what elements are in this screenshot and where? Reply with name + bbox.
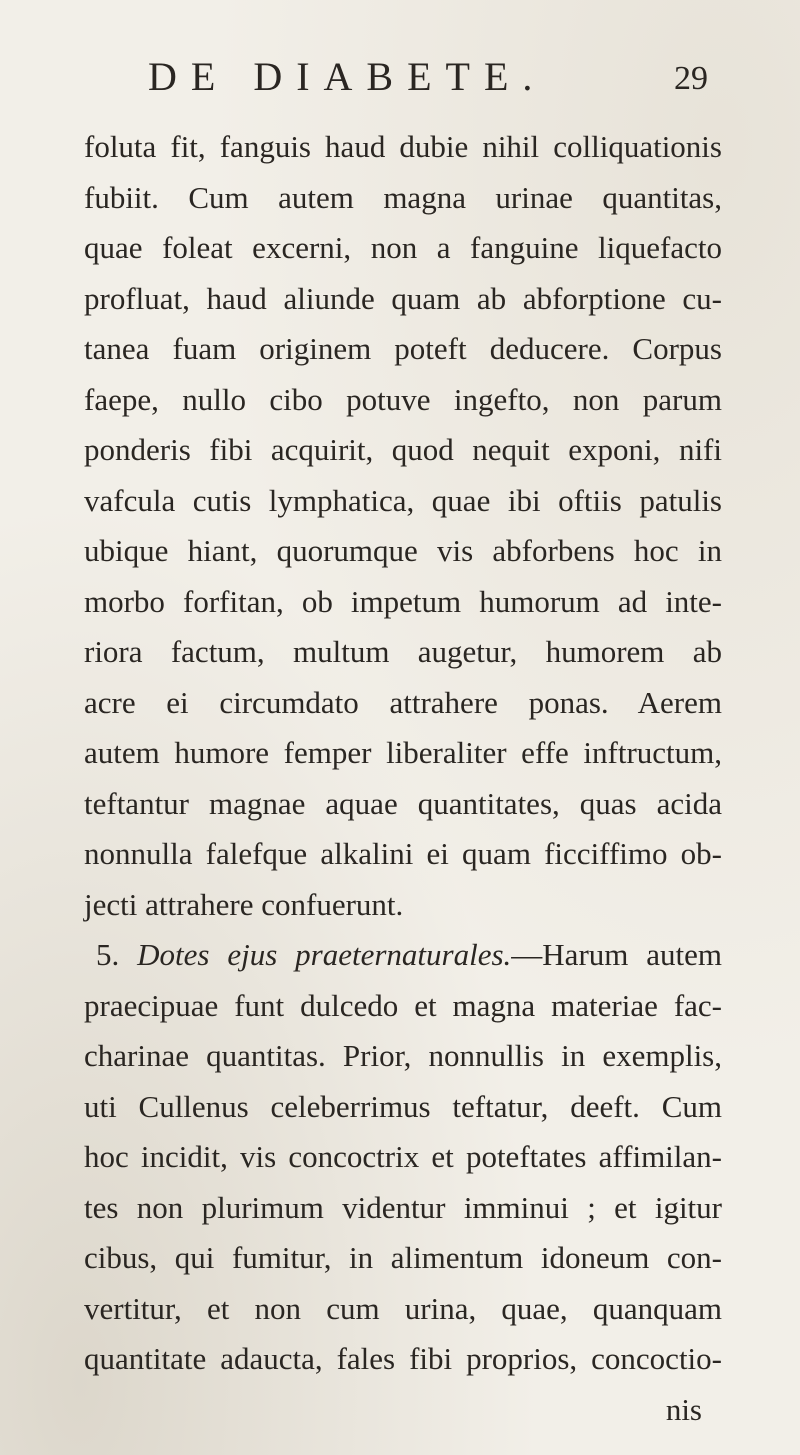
text-line: foluta fit, fanguis haud dubie nihil colliquationis — [84, 129, 722, 164]
text-line: quae foleat excerni, non a fanguine liquefacto — [84, 230, 722, 265]
text-line: quantitate adaucta, fales fibi proprios, concoctio- — [84, 1341, 722, 1376]
section-heading-continuation: —Harum autem — [511, 937, 723, 972]
section-number: 5. — [96, 937, 120, 972]
text-line: vafcula cutis lymphatica, quae ibi oftiis patulis — [84, 482, 722, 518]
text-line: charinae quantitas. Prior, nonnullis in exemplis, — [84, 1038, 722, 1073]
page-number: 29 — [674, 60, 708, 97]
text-line: praecipuae funt dulcedo et magna materiae fac- — [84, 987, 722, 1023]
running-head — [148, 52, 708, 102]
text-line: faepe, nullo cibo potuve ingefto, non parum — [84, 381, 722, 417]
text-line: tanea fuam originem poteft deducere. Corpus — [84, 331, 722, 366]
catchword: nis — [665, 1391, 702, 1427]
body-text — [84, 122, 722, 1435]
section-title: Dotes ejus praeternaturales. — [137, 937, 512, 972]
section-heading — [84, 930, 722, 981]
text-line: ponderis fibi acquirit, quod nequit exponi, nifi — [84, 432, 722, 467]
text-line: vertitur, et non cum urina, quae, quanquam — [84, 1290, 722, 1326]
text-line: ubique hiant, quorumque vis abforbens hoc in — [84, 533, 722, 568]
text-line: teftantur magnae aquae quantitates, quas acida — [84, 785, 722, 821]
text-line: uti Cullenus celeberrimus teftatur, deeft. Cum — [84, 1088, 722, 1124]
text-line: hoc incidit, vis concoctrix et poteftates affimilan- — [84, 1139, 722, 1174]
text-line: jecti attrahere confuerunt. — [84, 886, 404, 922]
text-line: acre ei circumdato attrahere ponas. Aerem — [84, 684, 722, 720]
text-line: cibus, qui fumitur, in alimentum idoneum con- — [84, 1240, 722, 1275]
text-line: tes non plurimum videntur imminui ; et igitur — [84, 1189, 722, 1225]
text-line: morbo forfitan, ob impetum humorum ad inte- — [84, 583, 722, 619]
text-line: profluat, haud aliunde quam ab abforptione cu- — [84, 280, 722, 316]
text-line: riora factum, multum augetur, humorem ab — [84, 634, 722, 669]
text-line: fubiit. Cum autem magna urinae quantitas, — [84, 179, 722, 215]
running-title: DE DIABETE. — [148, 54, 547, 99]
text-line: autem humore femper liberaliter effe inftructum, — [84, 735, 722, 770]
text-line: nonnulla falefque alkalini ei quam ficciffimo ob- — [84, 836, 722, 871]
